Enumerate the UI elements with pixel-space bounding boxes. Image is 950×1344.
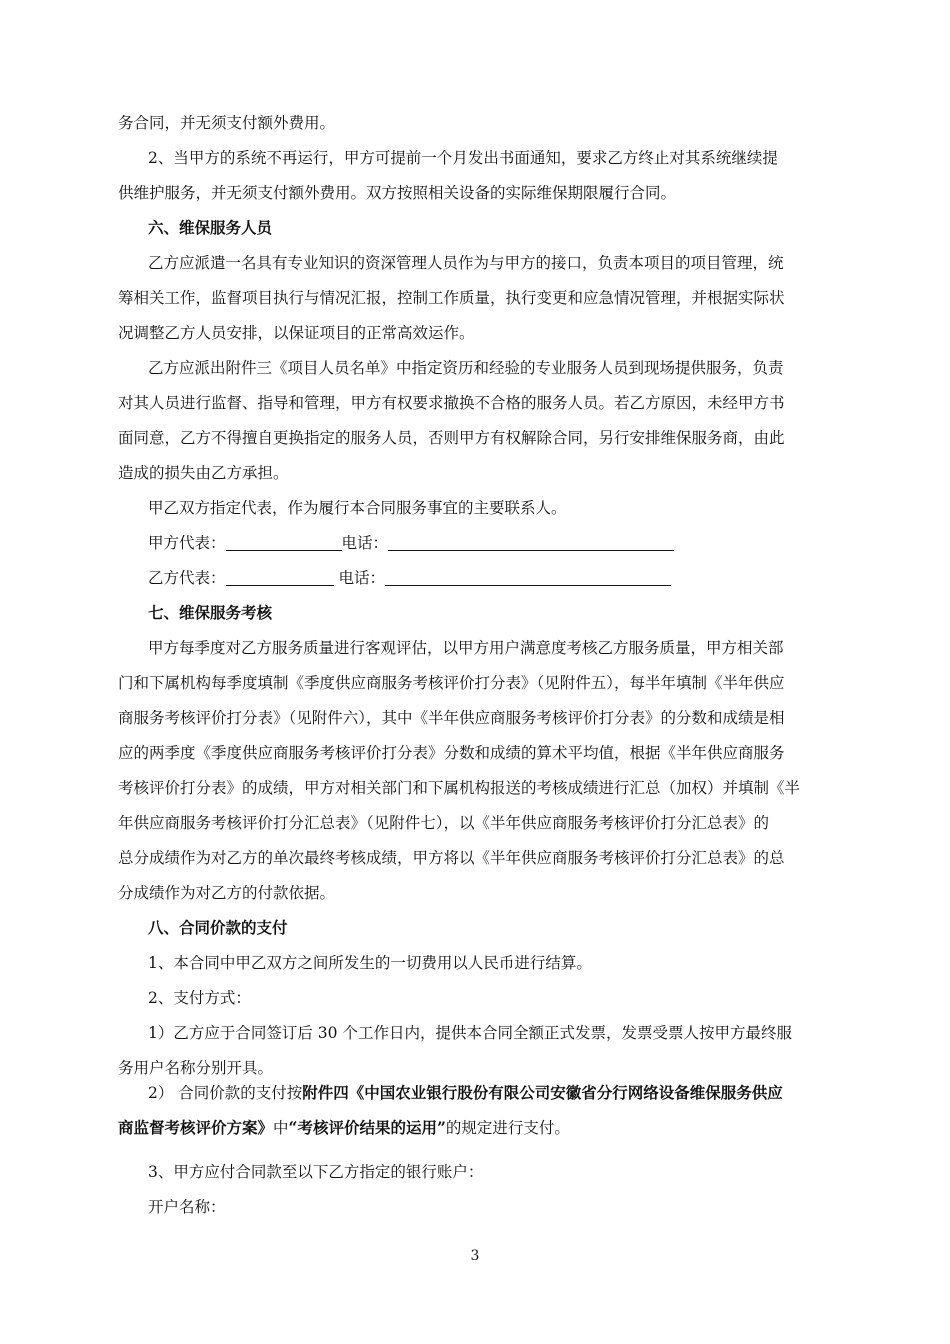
section-heading-7: 七、维保服务考核 [148,603,273,622]
paragraph-line: 1）乙方应于合同签订后 30 个工作日内，提供本合同全额正式发票，发票受票人按甲方最终服 [148,1024,792,1042]
payment-clause-line [118,1118,570,1138]
paragraph-line: 应的两季度《季度供应商服务考核评价打分表》分数和成绩的算术平均值，根据《半年供应商服务 [118,744,785,762]
paragraph-line: 甲乙双方指定代表，作为履行本合同服务事宜的主要联系人。 [148,499,567,517]
paragraph-line: 筹相关工作，监督项目执行与情况汇报，控制工作质量，执行变更和应急情况管理，并根据实际状 [118,289,785,307]
paragraph-line: 门和下属机构每季度填制《季度供应商服务考核评价打分表》（见附件五），每半年填制《半年供应 [118,674,785,692]
appendix-reference-cont: 商监督考核评价方案》 [118,1118,274,1137]
appendix-reference: 附件四《中国农业银行股份有限公司安徽省分行网络设备维保服务供应 [302,1083,783,1102]
section-heading-6: 六、维保服务人员 [148,218,273,237]
party-b-rep-label: 乙方代表： [148,569,226,587]
party-b-phone-label: 电话： [338,569,385,587]
paragraph-line: 供维护服务，并无须支付额外费用。双方按照相关设备的实际维保期限履行合同。 [118,184,677,202]
paragraph-line: 面同意，乙方不得擅自更换指定的服务人员，否则甲方有权解除合同，另行安排维保服务商，由此 [118,429,785,447]
party-a-rep-blank[interactable] [226,534,342,551]
party-a-phone-label: 电话： [341,534,389,552]
paragraph-line: 造成的损失由乙方承担。 [118,464,289,482]
party-b-rep-blank[interactable] [226,569,334,586]
paragraph-line: 务合同，并无须支付额外费用。 [118,114,336,132]
paragraph-line: 1、本合同中甲乙双方之间所发生的一切费用以人民币进行结算。 [148,954,592,972]
paragraph-line: 务用户名称分别开具。 [118,1059,274,1077]
payment-clause-text: 的规定进行支付。 [445,1119,570,1137]
payment-clause-text: 2） 合同价款的支付按 [148,1084,303,1102]
party-a-rep-line [148,533,674,553]
account-name-line: 开户名称： [148,1198,226,1216]
page-number: 3 [470,1248,480,1264]
paragraph-line: 考核评价打分表》的成绩，甲方对相关部门和下属机构报送的考核成绩进行汇总（加权）并填制《半 [118,779,801,797]
paragraph-line: 商服务考核评价打分表》（见附件六），其中《半年供应商服务考核评价打分表》的分数和成绩是相 [118,709,785,727]
paragraph-line: 况调整乙方人员安排，以保证项目的正常高效运作。 [118,324,475,342]
party-b-phone-blank[interactable] [385,569,671,586]
paragraph-line: 年供应商服务考核评价打分汇总表》（见附件七），以《半年供应商服务考核评价打分汇总表》的 [118,814,770,832]
evaluation-result-reference: “考核评价结果的运用” [288,1118,446,1137]
party-a-phone-blank[interactable] [388,534,674,551]
paragraph-line: 乙方应派出附件三《项目人员名单》中指定资历和经验的专业服务人员到现场提供服务，负责 [148,359,784,377]
payment-clause-text: 中 [273,1119,289,1137]
payment-clause-line [148,1083,783,1103]
paragraph-line: 3、甲方应付合同款至以下乙方指定的银行账户： [148,1163,484,1181]
paragraph-line: 总分成绩作为对乙方的单次最终考核成绩，甲方将以《半年供应商服务考核评价打分汇总表》的总 [118,849,785,867]
paragraph-line: 对其人员进行监督、指导和管理，甲方有权要求撤换不合格的服务人员。若乙方原因，未经甲方书 [118,394,785,412]
party-a-rep-label: 甲方代表： [148,534,226,552]
paragraph-line: 甲方每季度对乙方服务质量进行客观评估，以甲方用户满意度考核乙方服务质量，甲方相关部 [148,639,784,657]
paragraph-line: 乙方应派遣一名具有专业知识的资深管理人员作为与甲方的接口，负责本项目的项目管理，统 [148,254,784,272]
paragraph-line: 2、支付方式： [148,989,251,1007]
paragraph-line: 2、当甲方的系统不再运行，甲方可提前一个月发出书面通知，要求乙方终止对其系统继续提 [148,149,778,167]
party-b-rep-line [148,568,671,588]
paragraph-line: 分成绩作为对乙方的付款依据。 [118,884,336,902]
section-heading-8: 八、合同价款的支付 [148,918,288,937]
